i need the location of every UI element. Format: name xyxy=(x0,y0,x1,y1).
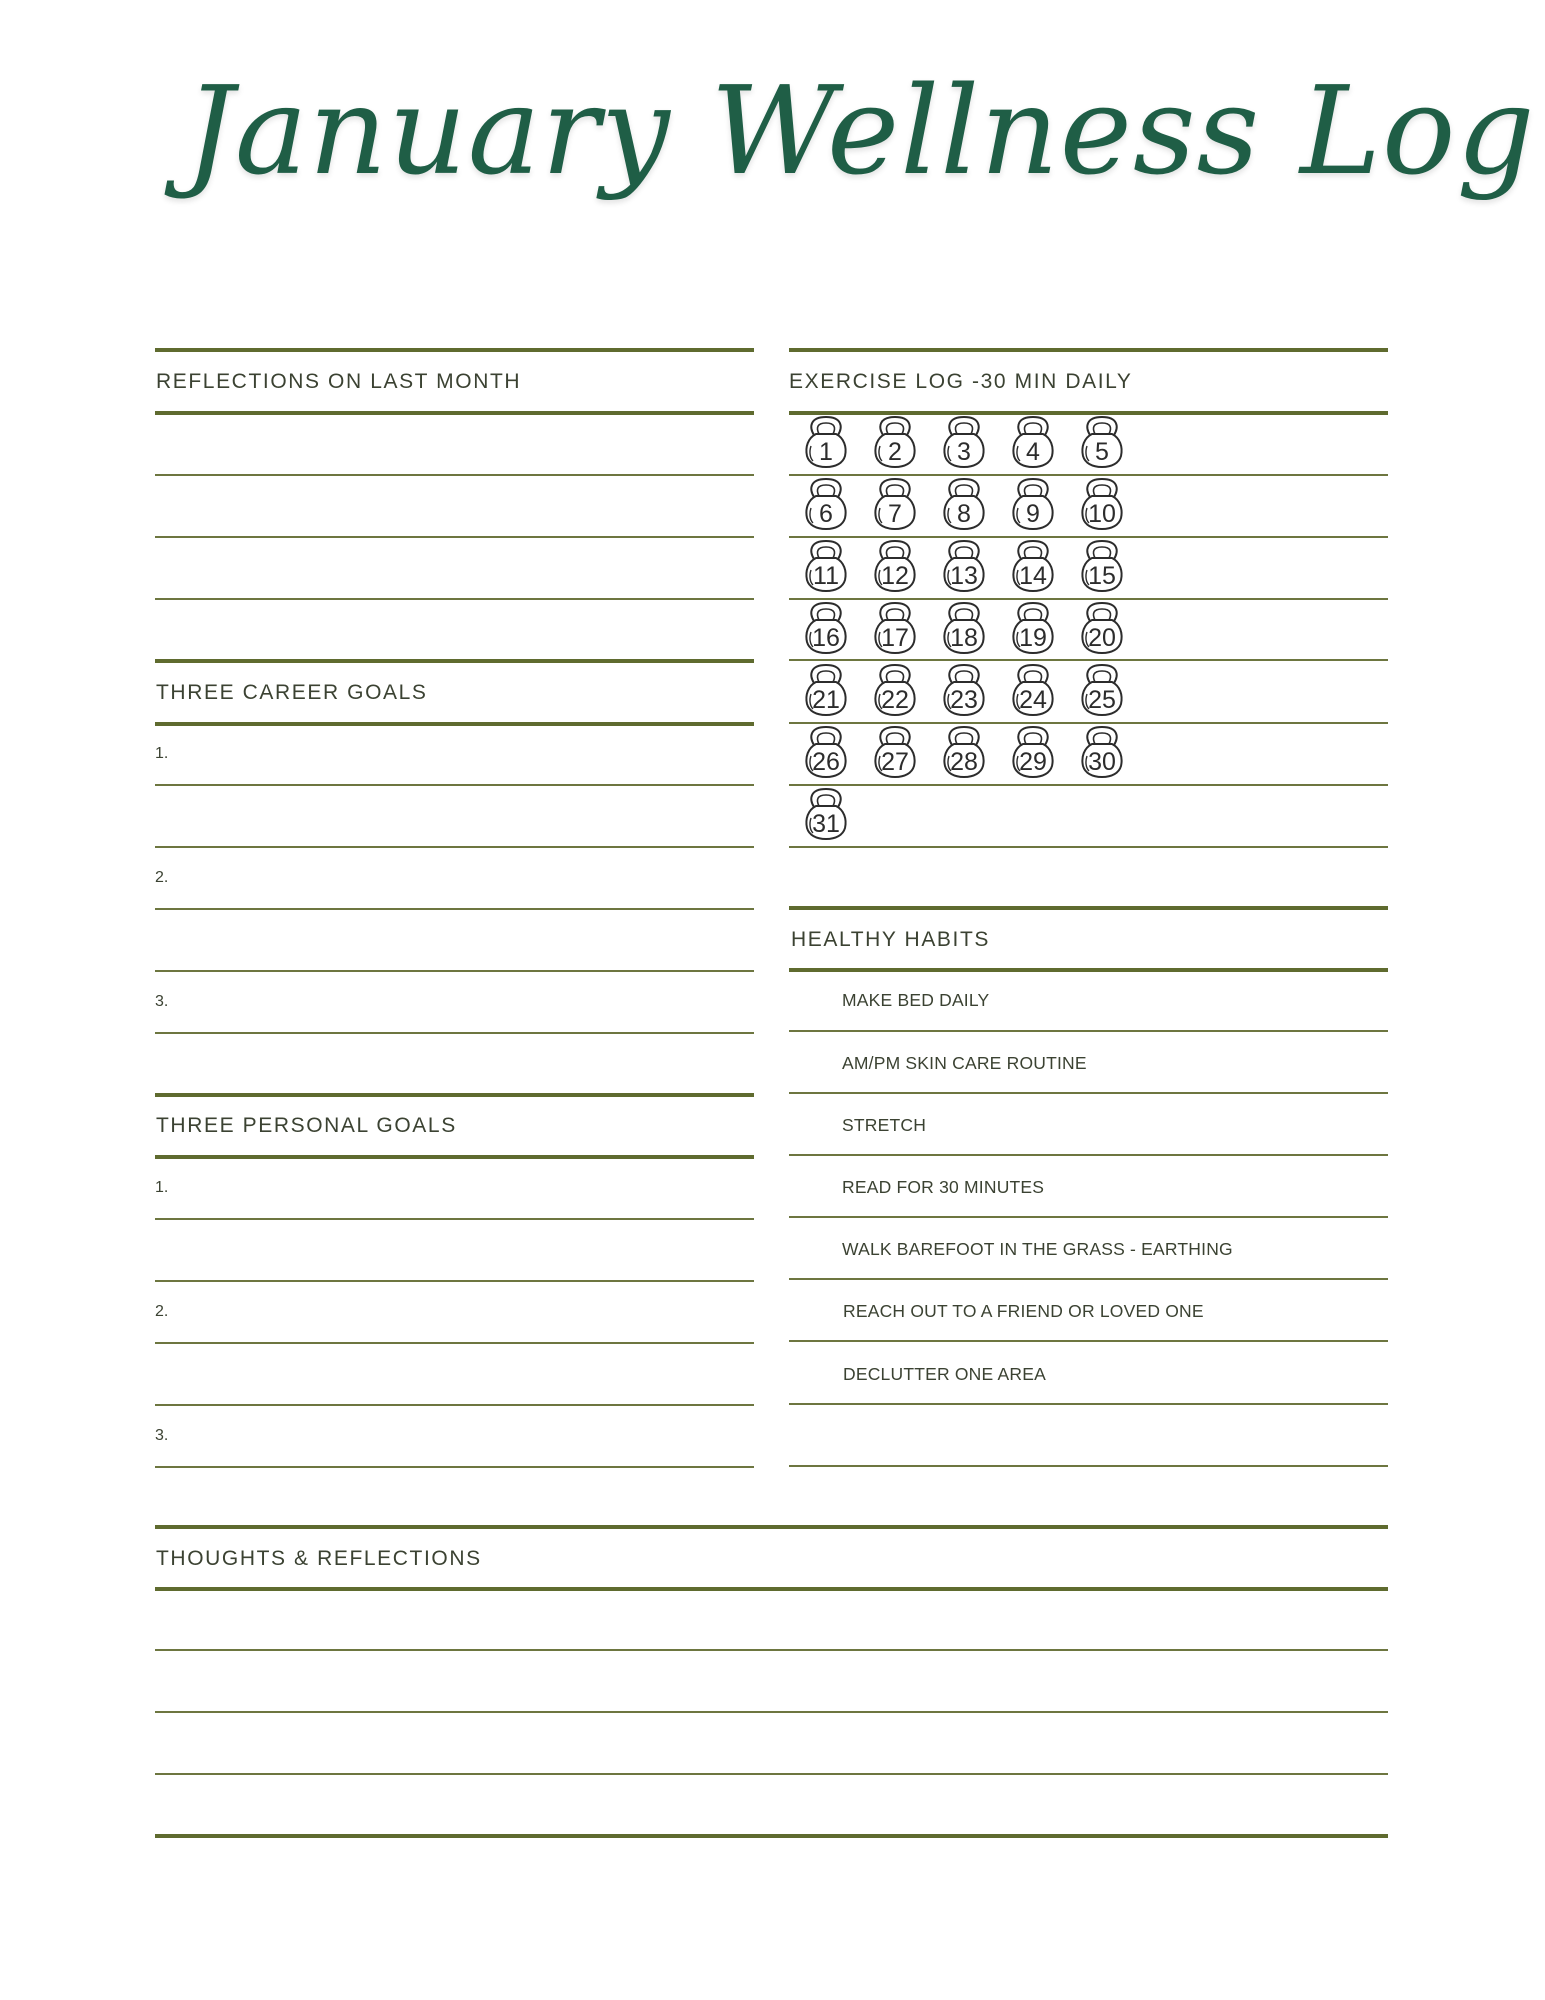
day-number: 12 xyxy=(881,562,909,590)
day-number: 25 xyxy=(1088,686,1116,714)
day-number: 5 xyxy=(1095,438,1109,466)
thoughts-heading: THOUGHTS & REFLECTIONS xyxy=(156,1547,482,1570)
writing-line[interactable] xyxy=(155,1711,1388,1713)
goal-number: 3. xyxy=(155,1427,169,1444)
day-number: 10 xyxy=(1088,500,1116,528)
day-number: 21 xyxy=(812,686,840,714)
writing-line[interactable] xyxy=(155,1649,1388,1651)
habit-item[interactable]: WALK BAREFOOT IN THE GRASS - EARTHING xyxy=(842,1239,1233,1259)
day-number: 16 xyxy=(812,624,840,652)
day-number: 11 xyxy=(813,562,839,590)
day-number: 22 xyxy=(881,686,909,714)
day-number: 29 xyxy=(1019,748,1047,776)
day-number: 13 xyxy=(950,562,978,590)
career-goals-heading: THREE CAREER GOALS xyxy=(156,681,428,704)
day-number: 24 xyxy=(1019,686,1047,714)
section-rule xyxy=(155,1587,1388,1591)
day-number: 19 xyxy=(1019,624,1047,652)
day-number: 9 xyxy=(1026,500,1040,528)
day-number: 30 xyxy=(1088,748,1116,776)
day-number: 18 xyxy=(950,624,978,652)
habit-item[interactable]: STRETCH xyxy=(842,1115,927,1135)
day-number: 14 xyxy=(1019,562,1047,590)
habit-item[interactable]: READ FOR 30 MINUTES xyxy=(842,1177,1045,1197)
habit-item[interactable]: AM/PM SKIN CARE ROUTINE xyxy=(842,1053,1087,1073)
goal-number: 2. xyxy=(155,869,169,886)
day-number: 20 xyxy=(1088,624,1116,652)
healthy-habits-heading: HEALTHY HABITS xyxy=(791,928,991,951)
day-number: 7 xyxy=(888,500,902,528)
goal-number: 3. xyxy=(155,993,169,1010)
personal-goals-heading: THREE PERSONAL GOALS xyxy=(156,1114,457,1137)
day-number: 31 xyxy=(812,810,840,838)
habit-item[interactable]: MAKE BED DAILY xyxy=(842,990,990,1010)
reflections-heading: REFLECTIONS ON LAST MONTH xyxy=(156,370,522,393)
day-number: 23 xyxy=(950,686,978,714)
day-number: 27 xyxy=(881,748,909,776)
day-number: 15 xyxy=(1088,562,1116,590)
goal-number: 1. xyxy=(155,745,169,762)
day-number: 26 xyxy=(812,748,840,776)
day-number: 1 xyxy=(819,438,833,466)
section-rule xyxy=(155,1525,1388,1529)
day-number: 3 xyxy=(957,438,971,466)
goal-number: 2. xyxy=(155,1303,169,1320)
writing-line[interactable] xyxy=(155,1773,1388,1775)
page-title: January Wellness Log xyxy=(185,60,1536,202)
day-number: 6 xyxy=(819,500,833,528)
section-rule xyxy=(155,1834,1388,1838)
exercise-log-heading: EXERCISE LOG -30 MIN DAILY xyxy=(789,370,1133,393)
day-number: 8 xyxy=(957,500,971,528)
day-number: 4 xyxy=(1026,438,1040,466)
day-number: 28 xyxy=(950,748,978,776)
day-number: 2 xyxy=(888,438,902,466)
goal-number: 1. xyxy=(155,1179,169,1196)
habit-item[interactable]: DECLUTTER ONE AREA xyxy=(843,1364,1046,1384)
thoughts-section xyxy=(155,0,1388,2000)
day-number: 17 xyxy=(881,624,909,652)
habit-item[interactable]: REACH OUT TO A FRIEND OR LOVED ONE xyxy=(843,1301,1204,1321)
